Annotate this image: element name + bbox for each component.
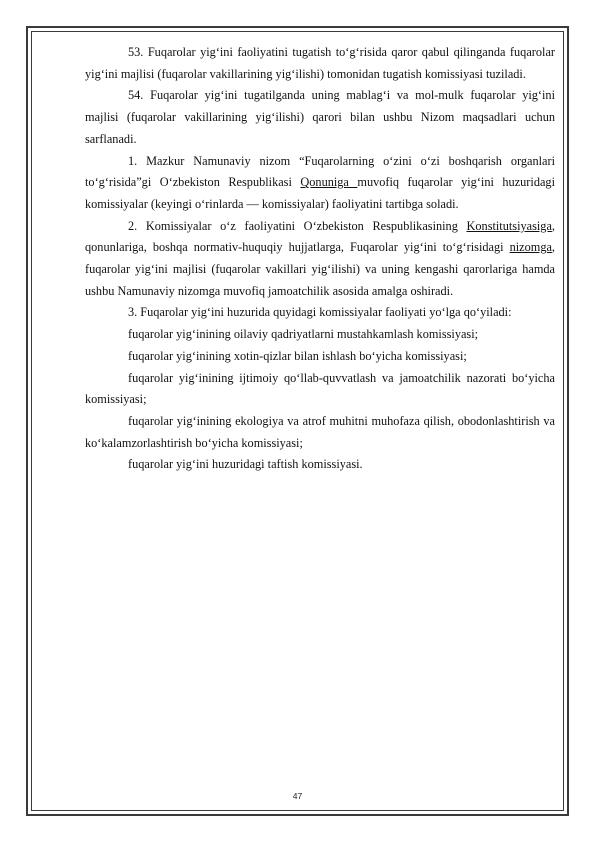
commission-list-item: fuqarolar yig‘inining ekologiya va atrof muhitni muhofaza qilish, obodonlashtirish va ko‘kalamzorlashtirish bo‘yicha komissiyasi; [85, 413, 555, 450]
paragraph-54: 54. Fuqarolar yig‘ini tugatilganda uning mablag‘i va mol-mulk fuqarolar yig‘ini majlisi (fuqarolar vakillarining yig‘ilishi) qarori bilan ushbu Nizom maqsadlari uchun sarflanadi. [85, 88, 555, 146]
paragraph-53: 53. Fuqarolar yig‘ini faoliyatini tugatish to‘g‘risida qaror qabul qilinganda fuqarolar yig‘ini majlisi (fuqarolar vakillarining yig‘ilishi) tomonidan tugatish komissiyasi tuziladi. [85, 45, 555, 81]
paragraph-2-text: 2. Komissiyalar o‘z faoliyatini O‘zbekiston Respublikasining [128, 218, 467, 233]
paragraph-2 [85, 216, 555, 303]
document-body [85, 42, 555, 476]
paragraph-1-text-end: muvofiq fuqarolar yig‘ini huzuridagi komissiyalar (keyingi o‘rinlarda — komissiyalar) faoliyatini tartibga soladi. [85, 175, 555, 211]
nizomga-link[interactable]: nizomga [509, 240, 552, 255]
paragraph-2-text-middle: , qonunlariga, boshqa normativ-huquqiy hujjatlarga, Fuqarolar yig‘ini to‘g‘risidagi [85, 218, 555, 255]
commission-list-item: fuqarolar yig‘ini huzuridagi taftish komissiyasi. [128, 457, 363, 472]
commission-list-item: fuqarolar yig‘inining oilaviy qadriyatlarni mustahkamlash komissiyasi; [128, 327, 479, 342]
commission-list-item: fuqarolar yig‘inining ijtimoiy qo‘llab-quvvatlash va jamoatchilik nazorati bo‘yicha komissiyasi; [85, 370, 555, 407]
paragraph-3: 3. Fuqarolar yig‘ini huzurida quyidagi komissiyalar faoliyati yo‘lga qo‘yiladi: [128, 305, 512, 320]
paragraph-1-text: 1. Mazkur Namunaviy nizom “Fuqarolarning o‘zini o‘zi boshqarish organlari to‘g‘risida”gi O‘zbekiston Respublikasi [85, 153, 555, 190]
page-number: 47 [292, 791, 303, 801]
paragraph-2-text-end: , fuqarolar yig‘ini majlisi (fuqarolar vakillari yig‘ilishi) va uning kengashi qarorlariga hamda ushbu Namunaviy nizomga muvofiq jamoatchilik asosida amalga oshiradi. [85, 240, 555, 298]
konstitutsiyasiga-link[interactable]: Konstitutsiyasiga [466, 218, 552, 233]
qonuniga-link[interactable]: Qonuniga [300, 175, 358, 190]
commission-list-item: fuqarolar yig‘inining xotin-qizlar bilan ishlash bo‘yicha komissiyasi; [128, 348, 467, 363]
paragraph-1 [85, 151, 555, 216]
